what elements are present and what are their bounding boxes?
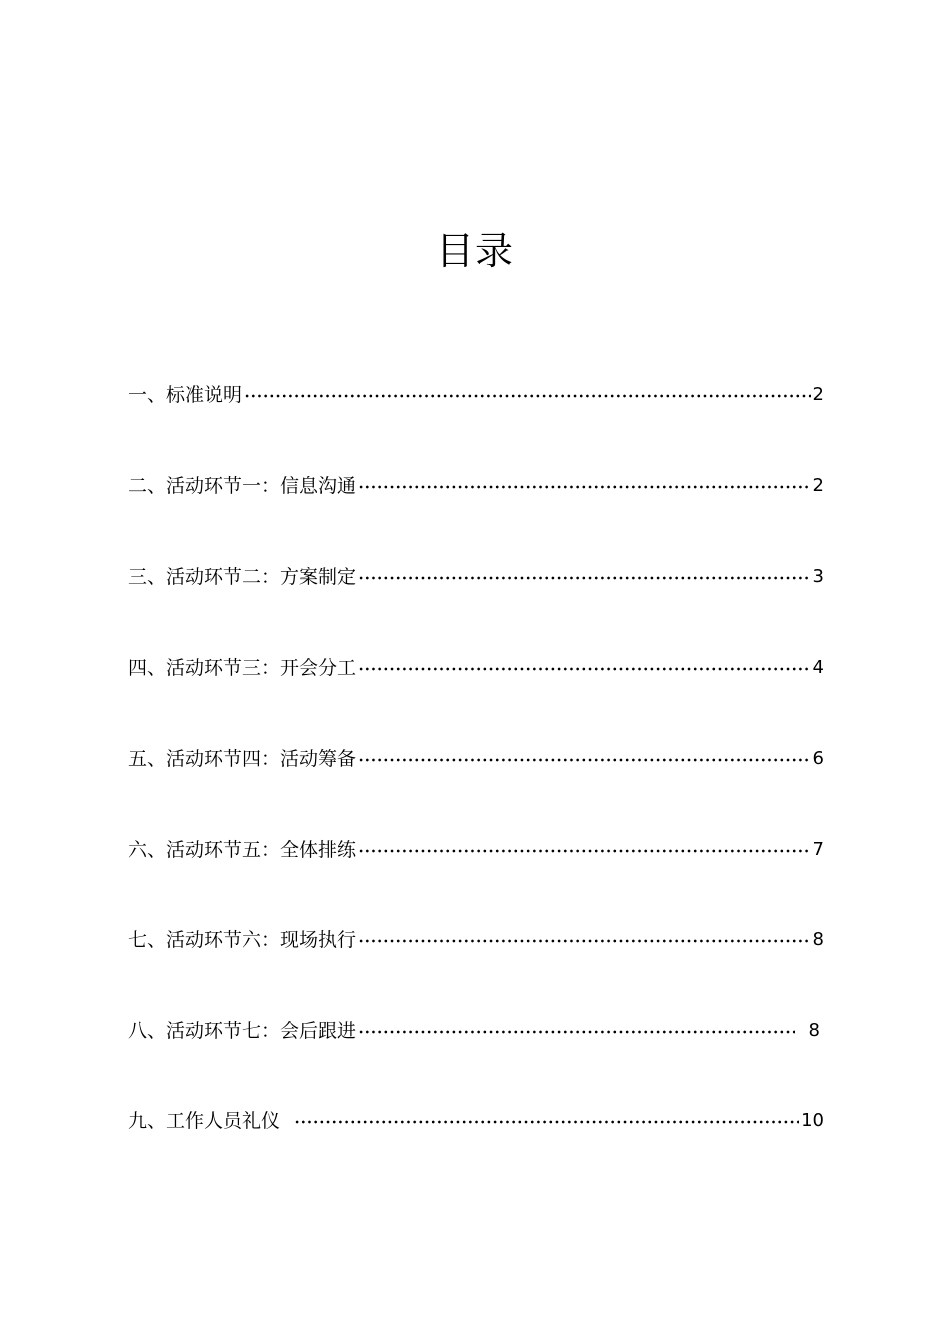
toc-entry-page: 10 xyxy=(801,1110,824,1131)
toc-entry-page: 7 xyxy=(812,839,824,860)
toc-entry-6[interactable] xyxy=(128,833,824,867)
toc-dot-leader xyxy=(358,758,811,762)
toc-entry-page: 3 xyxy=(812,566,824,587)
toc-entry-page: 2 xyxy=(812,475,824,496)
page-title: 目录 xyxy=(435,229,514,273)
toc-entry-label: 三、活动环节二：方案制定 xyxy=(128,566,357,588)
toc-dot-leader xyxy=(358,667,811,671)
toc-dot-leader xyxy=(294,1120,799,1124)
toc-entry-9[interactable] xyxy=(128,1104,824,1138)
toc-entry-page: 8 xyxy=(808,1020,820,1041)
toc-entry-page: 8 xyxy=(812,929,824,950)
toc-entry-5[interactable] xyxy=(128,742,824,776)
toc-dot-leader xyxy=(358,576,811,580)
toc-dot-leader xyxy=(244,394,811,398)
toc-entry-4[interactable] xyxy=(128,651,824,685)
toc-dot-leader xyxy=(358,849,811,853)
toc-entry-label: 七、活动环节六：现场执行 xyxy=(128,929,357,951)
toc-dot-leader xyxy=(358,485,811,489)
toc-entry-2[interactable] xyxy=(128,469,824,503)
toc-entry-7[interactable] xyxy=(128,923,824,957)
toc-entry-3[interactable] xyxy=(128,560,824,594)
toc-entry-label: 五、活动环节四：活动筹备 xyxy=(128,748,357,770)
toc-dot-leader xyxy=(358,1030,795,1034)
toc-entry-label: 一、标准说明 xyxy=(128,384,243,406)
toc-entry-page: 6 xyxy=(812,748,824,769)
toc-entry-label: 九、工作人员礼仪 xyxy=(128,1110,281,1132)
toc-entry-label: 二、活动环节一：信息沟通 xyxy=(128,475,357,497)
toc-entry-page: 4 xyxy=(812,657,824,678)
toc-entry-8[interactable] xyxy=(128,1014,824,1048)
toc-entry-page: 2 xyxy=(812,384,824,405)
toc-entry-1[interactable] xyxy=(128,378,824,412)
toc-entry-label: 四、活动环节三：开会分工 xyxy=(128,657,357,679)
toc-entry-label: 六、活动环节五：全体排练 xyxy=(128,839,357,861)
toc-dot-leader xyxy=(358,939,811,943)
toc-entry-label: 八、活动环节七：会后跟进 xyxy=(128,1020,357,1042)
